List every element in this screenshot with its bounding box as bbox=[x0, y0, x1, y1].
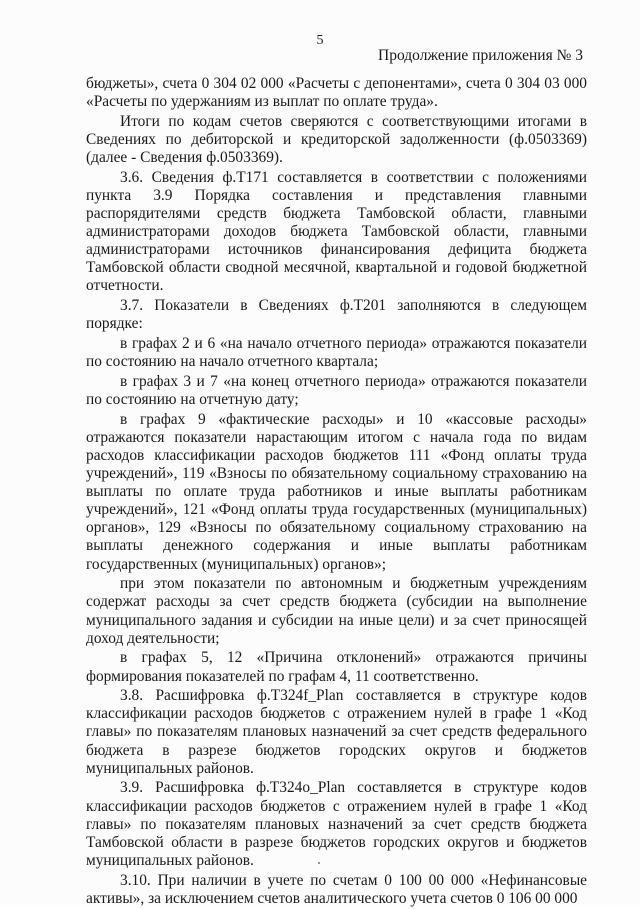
paragraph: 3.6. Сведения ф.Т171 составляется в соответствии с положениями пункта 3.9 Порядка составления и представления главными распорядителями средств бюджета Тамбовской области, главными администраторами доходов бюджета Тамбовской области, главными администраторами источников финансирования дефицита бюджета Тамбовской области сводной месячной, квартальной и годовой бюджетной отчетности. bbox=[86, 168, 587, 295]
scan-speck bbox=[318, 862, 320, 864]
paragraph: 3.10. При наличии в учете по счетам 0 100 00 000 «Нефинансовые активы», за исключением счетов аналитического учета счетов 0 106 00 000 bbox=[86, 871, 587, 907]
paragraph: в графах 3 и 7 «на конец отчетного периода» отражаются показатели по состоянию на отчетную дату; bbox=[86, 372, 587, 409]
paragraph: 3.9. Расшифровка ф.Т324o_Plan составляется в структуре кодов классификации расходов бюджетов с отражением нулей в графе 1 «Код главы» по показателям плановых назначений за счет средств бюджета Тамбовской области в разрезе бюджетов городских округов и бюджетов муниципальных районов. bbox=[86, 779, 587, 869]
document-body bbox=[86, 75, 587, 909]
paragraph: Итоги по кодам счетов сверяются с соответствующими итогами в Сведениях по дебиторской и кредиторской задолженности (ф.0503369) (далее - Сведения ф.0503369). bbox=[86, 112, 587, 167]
paragraph: бюджеты», счета 0 304 02 000 «Расчеты с депонентами», счета 0 304 03 000 «Расчеты по удержаниям из выплат по оплате труда». bbox=[86, 75, 587, 111]
paragraph: в графах 9 «фактические расходы» и 10 «кассовые расходы» отражаются показатели нарастающим итогом с начала года по видам расходов классификации расходов бюджетов 111 «Фонд оплаты труда учреждений», 119 «Взносы по обязательному социальному страхованию на выплаты по оплате труда работников и иные выплаты работникам учреждений», 121 «Фонд оплаты труда государственных (муниципальных) органов», 129 «Взносы по обязательному социальному страхованию на выплаты денежного содержания и иные выплаты работникам государственных (муниципальных) органов»; bbox=[86, 410, 587, 573]
paragraph: при этом показатели по автономным и бюджетным учреждениям содержат расходы за счет средств бюджета (субсидии на выполнение муниципального задания и субсидии на иные цели) и за счет приносящей доход деятельности; bbox=[86, 575, 587, 647]
paragraph: в графах 2 и 6 «на начало отчетного периода» отражаются показатели по состоянию на начало отчетного квартала; bbox=[86, 335, 587, 371]
paragraph: 3.8. Расшифровка ф.Т324f_Plan составляется в структуре кодов классификации расходов бюджетов с отражением нулей в графе 1 «Код главы» по показателям плановых назначений за счет средств федерального бюджета в разрезе бюджетов городских округов и бюджетов муниципальных районов. bbox=[86, 687, 587, 777]
paragraph: 3.7. Показатели в Сведениях ф.Т201 заполняются в следующем порядке: bbox=[86, 297, 587, 333]
paragraph: в графах 5, 12 «Причина отклонений» отражаются причины формирования показателей по графам 4, 11 соответственно. bbox=[86, 649, 587, 685]
appendix-continuation-label: Продолжение приложения № 3 bbox=[378, 47, 583, 64]
page-number: 5 bbox=[316, 33, 324, 48]
